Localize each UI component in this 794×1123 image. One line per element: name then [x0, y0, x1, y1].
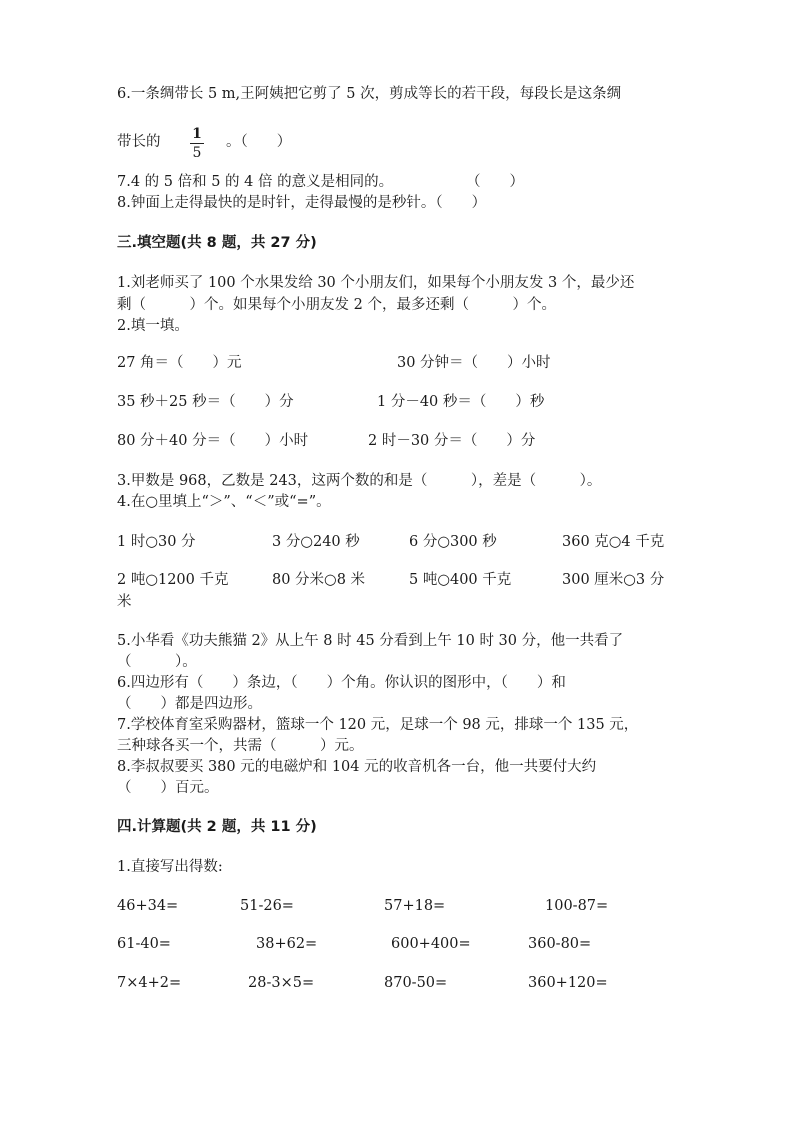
calc-item: 360+120=: [528, 975, 608, 991]
judge-q7-answer-paren[interactable]: （ ）: [466, 174, 524, 190]
fill-q5-line1: 5.小华看《功夫熊猫 2》从上午 8 时 45 分看到上午 10 时 30 分，他一共看了: [117, 633, 624, 649]
fill-q1-line1: 1.刘老师买了 100 个水果发给 30 个小朋友们，如果每个小朋友发 3 个，最少还: [117, 275, 635, 291]
fill-q2-item: 1 分－40 秒＝（ ）秒: [377, 394, 545, 410]
fill-q8-line1: 8.李叔叔要买 380 元的电磁炉和 104 元的收音机各一台，他一共要付大约: [117, 759, 597, 775]
fill-q2-item: 35 秒＋25 秒＝（ ）分: [117, 394, 294, 410]
judge-q6-line2-suffix: 。（ ）: [226, 134, 292, 150]
fill-q2-item: 2 时－30 分＝（ ）分: [368, 433, 536, 449]
calc-item: 28-3×5=: [248, 975, 315, 991]
fill-q4-wrap: 米: [117, 594, 132, 610]
judge-q8: 8.钟面上走得最快的是时针，走得最慢的是秒针。（ ）: [117, 195, 487, 211]
fill-q2-item: 30 分钟＝（ ）小时: [397, 355, 551, 371]
calc-item: 360-80=: [528, 936, 592, 952]
calc-q1-title: 1.直接写出得数:: [117, 859, 223, 875]
fill-q4-item: 1 时○30 分: [117, 534, 196, 550]
fraction-bar: [190, 143, 204, 144]
fill-q2-title: 2.填一填。: [117, 318, 189, 334]
calc-item: 57+18=: [384, 898, 446, 914]
fill-q5-line2: （ ）。: [117, 654, 197, 670]
judge-q6-line1: 6.一条绸带长 5 m,王阿姨把它剪了 5 次，剪成等长的若干段，每段长是这条绸: [117, 86, 622, 102]
fill-q4-title: 4.在○里填上“＞”、“＜”或“=”。: [117, 494, 331, 510]
fraction-one-fifth: [190, 126, 204, 161]
fill-q4-item: 360 克○4 千克: [562, 534, 665, 550]
fill-q4-item: 80 分米○8 米: [272, 572, 366, 588]
fill-q7-line2: 三种球各买一个，共需（ ）元。: [117, 738, 364, 754]
calc-item: 600+400=: [391, 936, 471, 952]
fill-q4-item: 5 吨○400 千克: [409, 572, 512, 588]
fill-q7-line1: 7.学校体育室采购器材，篮球一个 120 元，足球一个 98 元，排球一个 135 元，: [117, 717, 639, 733]
calc-item: 61-40=: [117, 936, 171, 952]
fraction-numerator: 1: [192, 126, 202, 142]
calc-item: 46+34=: [117, 898, 179, 914]
fill-q6-line1: 6.四边形有（ ）条边，（ ）个角。你认识的图形中，（ ）和: [117, 675, 566, 691]
fill-q2-item: 27 角＝（ ）元: [117, 355, 242, 371]
fraction-denominator: 5: [192, 145, 202, 161]
fill-q3: 3.甲数是 968，乙数是 243，这两个数的和是（ ），差是（ ）。: [117, 473, 602, 489]
calc-item: 38+62=: [256, 936, 318, 952]
calc-item: 51-26=: [240, 898, 294, 914]
judge-q7: 7.4 的 5 倍和 5 的 4 倍 的意义是相同的。: [117, 174, 394, 190]
calc-item: 7×4+2=: [117, 975, 182, 991]
fill-q1-line2: 剩（ ）个。如果每个小朋友发 2 个，最多还剩（ ）个。: [117, 297, 556, 313]
fill-q4-item: 6 分○300 秒: [409, 534, 497, 550]
fill-q8-line2: （ ）百元。: [117, 780, 219, 796]
fill-q2-item: 80 分＋40 分＝（ ）小时: [117, 433, 309, 449]
section3-title: 三.填空题(共 8 题，共 27 分): [117, 235, 317, 251]
fill-q4-item: 2 吨○1200 千克: [117, 572, 229, 588]
fill-q4-item: 3 分○240 秒: [272, 534, 360, 550]
calc-item: 870-50=: [384, 975, 448, 991]
judge-q6-line2-prefix: 带长的: [117, 134, 161, 150]
fill-q4-item: 300 厘米○3 分: [562, 572, 665, 588]
section4-title: 四.计算题(共 2 题，共 11 分): [117, 819, 317, 835]
calc-item: 100-87=: [545, 898, 609, 914]
fill-q6-line2: （ ）都是四边形。: [117, 696, 262, 712]
